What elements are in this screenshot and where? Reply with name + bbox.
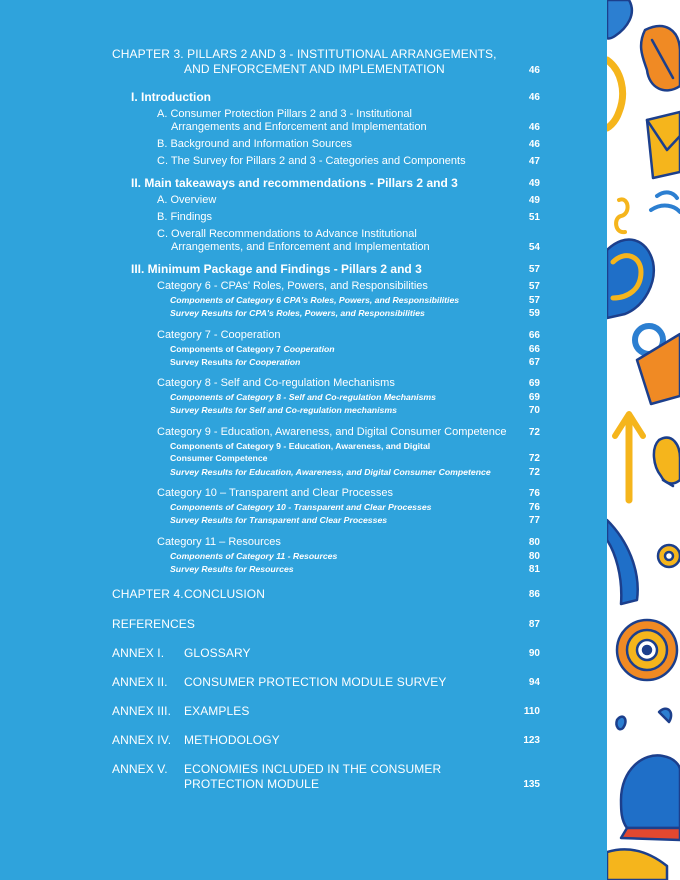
page-number: 70: [528, 405, 540, 416]
page-number: 135: [523, 779, 540, 790]
entry-label-line2: Arrangements, and Enforcement and Implementation: [171, 241, 430, 253]
page-number: 67: [528, 357, 540, 368]
chapter4-label: CHAPTER 4.: [112, 587, 184, 601]
survey-results-label: Survey Results for Education, Awareness, and Digital Consumer Competence: [170, 467, 491, 477]
page-number: 49: [528, 195, 540, 206]
page-number: 86: [528, 589, 540, 600]
page-number: 123: [523, 735, 540, 746]
annex-label: ANNEX I.: [112, 646, 165, 660]
annex-title: EXAMPLES: [184, 704, 250, 718]
page-number: 94: [528, 677, 540, 688]
category-label: Category 8 - Self and Co-regulation Mechanisms: [157, 377, 395, 389]
references-label: REFERENCES: [112, 617, 196, 631]
section-title: I. Introduction: [131, 90, 211, 104]
decorative-doodle-strip: [607, 0, 680, 880]
survey-label-topic: for Cooperation: [235, 357, 301, 367]
page-number: 69: [528, 378, 540, 389]
entry-label: B. Background and Information Sources: [157, 138, 353, 150]
components-label: [170, 344, 335, 354]
entry-label: A. Overview: [157, 194, 217, 206]
category-label: Category 7 - Cooperation: [157, 329, 281, 341]
survey-results-label: Survey Results for Self and Co-regulation mechanisms: [170, 405, 397, 415]
components-label-prefix: Components of Category 7: [170, 344, 284, 354]
page-number: 72: [528, 453, 540, 464]
category-label: Category 11 – Resources: [157, 536, 281, 548]
page-number: 47: [528, 156, 540, 167]
section-title: III. Minimum Package and Findings - Pillars 2 and 3: [131, 262, 422, 276]
survey-results-label: Survey Results for CPA's Roles, Powers, and Responsibilities: [170, 308, 425, 318]
entry-label-line1: A. Consumer Protection Pillars 2 and 3 - Institutional: [157, 108, 412, 120]
page-number: 46: [528, 139, 540, 150]
page-number: 87: [528, 619, 540, 630]
components-label-line1: Components of Category 9 - Education, Awareness, and Digital: [170, 441, 431, 451]
page-number: 51: [528, 212, 540, 223]
annex-label: ANNEX V.: [112, 762, 168, 776]
entry-label-line1: C. Overall Recommendations to Advance Institutional: [157, 228, 417, 240]
annex-title: METHODOLOGY: [184, 733, 280, 747]
page-number: 77: [528, 515, 540, 526]
annex-title: GLOSSARY: [184, 646, 251, 660]
entry-label-line2: Arrangements and Enforcement and Implementation: [171, 121, 427, 133]
annex-label: ANNEX III.: [112, 704, 172, 718]
chapter4-title: CONCLUSION: [184, 587, 266, 601]
page-number: 54: [528, 242, 540, 253]
page-number: 46: [528, 92, 540, 103]
page-number: 66: [528, 344, 540, 355]
annex-title-line2: PROTECTION MODULE: [184, 777, 320, 791]
page-number: 81: [528, 564, 540, 575]
components-label: Components of Category 11 - Resources: [170, 551, 338, 561]
page-number: 49: [528, 178, 540, 189]
entry-label: B. Findings: [157, 211, 213, 223]
annex-title-line1: ECONOMIES INCLUDED IN THE CONSUMER: [184, 762, 442, 776]
survey-results-label: Survey Results for Resources: [170, 564, 294, 574]
category-label: Category 6 - CPAs' Roles, Powers, and Responsibilities: [157, 280, 428, 292]
page-number: 72: [528, 467, 540, 478]
page-number: 46: [528, 122, 540, 133]
page-number: 69: [528, 392, 540, 403]
survey-results-label: [170, 357, 300, 367]
survey-label-prefix: Survey Results: [170, 357, 236, 367]
page-number: 66: [528, 330, 540, 341]
components-label: Components of Category 8 - Self and Co-regulation Mechanisms: [170, 392, 436, 402]
components-label: Components of Category 6 CPA's Roles, Powers, and Responsibilities: [170, 295, 460, 305]
page-number: 80: [528, 537, 540, 548]
chapter3-title-line2: AND ENFORCEMENT AND IMPLEMENTATION: [184, 62, 445, 76]
annex-label: ANNEX II.: [112, 675, 168, 689]
components-label-topic: Cooperation: [283, 344, 335, 354]
page-number: 110: [523, 706, 540, 717]
page-number: 57: [528, 264, 540, 275]
entry-label: C. The Survey for Pillars 2 and 3 - Categories and Components: [157, 155, 466, 167]
section-title: II. Main takeaways and recommendations - Pillars 2 and 3: [131, 176, 458, 190]
chapter3-title-line1: CHAPTER 3. PILLARS 2 AND 3 - INSTITUTIONAL ARRANGEMENTS,: [112, 47, 497, 61]
survey-results-label: Survey Results for Transparent and Clear Processes: [170, 515, 388, 525]
page-number: 59: [528, 308, 540, 319]
doodle-illustration: [607, 0, 680, 880]
page-number: 57: [528, 281, 540, 292]
page-number: 72: [528, 427, 540, 438]
page-number: 76: [528, 488, 540, 499]
page-number: 76: [528, 502, 540, 513]
annex-label: ANNEX IV.: [112, 733, 172, 747]
components-label: Components of Category 10 - Transparent and Clear Processes: [170, 502, 432, 512]
annex-title: CONSUMER PROTECTION MODULE SURVEY: [184, 675, 447, 689]
components-label-line2: Consumer Competence: [170, 453, 268, 463]
page-number: 90: [528, 648, 540, 659]
category-label: Category 10 – Transparent and Clear Processes: [157, 487, 394, 499]
page-number: 80: [528, 551, 540, 562]
page-number: 57: [528, 295, 540, 306]
page-number: 46: [528, 65, 540, 76]
category-label: Category 9 - Education, Awareness, and Digital Consumer Competence: [157, 426, 507, 438]
